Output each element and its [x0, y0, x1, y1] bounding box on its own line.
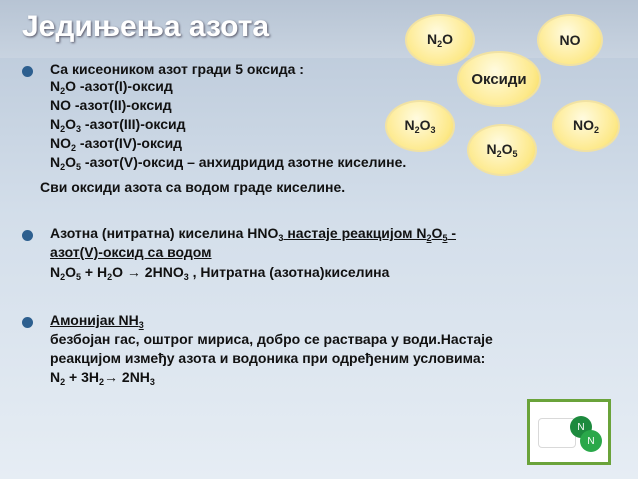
section1-line-n2o3: $N_2O_3$ -азот(III)-оксид [50, 116, 186, 134]
section2-line3: $N_2O_5 + H_2O \to 2HNO_3$ , Нитратна (азотна)киселина [50, 264, 390, 282]
section3-line3: реакцијом између азота и водоника при одређеним условима: [50, 350, 486, 366]
bullet-section2 [22, 230, 33, 241]
slide-title: Једињења азота [22, 10, 270, 43]
section3-line1: Амонијак $NH_3$ [50, 312, 144, 330]
section3-line2: безбојан гас, оштрог мириса, добро се раствара у води.Настаје [50, 331, 493, 347]
section3-line4: $N_2 + 3H_2\to 2NH_3$ [50, 369, 155, 387]
n2o-bubble [405, 14, 475, 66]
oxides-center-bubble [457, 51, 541, 107]
section2-line2: азот(V)-оксид са водом [50, 244, 212, 260]
bullet-section1 [22, 66, 33, 77]
no-bubble [537, 14, 603, 66]
bullet-section3 [22, 317, 33, 328]
n2o3-bubble [385, 100, 455, 152]
no2-bubble [552, 100, 620, 152]
section1-line-n2o5: $N_2O_5$ -азот(V)-оксид – анхидридид азотне киселине. [50, 154, 407, 172]
nitrogen-atom-icon: N [580, 430, 602, 452]
section1-heading: Са кисеоником азот гради 5 оксида : [50, 61, 304, 77]
n2o3-label: $N_2O_3$ [404, 117, 436, 135]
section1-line-no2: $NO_2$ -азот(IV)-оксид [50, 135, 183, 153]
n2o5-label: $N_2O_5$ [486, 141, 518, 159]
section1-line-no: NO -азот(II)-оксид [50, 97, 172, 113]
oxides-center-label: Оксиди [471, 70, 527, 88]
section1-summary: Сви оксиди азота са водом граде киселине. [40, 179, 346, 195]
section1-line-n2o: $N_2O$ -азот(I)-оксид [50, 78, 173, 96]
no2-label: $NO_2$ [572, 117, 599, 135]
n2o5-bubble [467, 124, 537, 176]
nitrogen-atom-icon: N [570, 416, 592, 438]
nitrogen-molecule-logo [527, 399, 611, 465]
no-label: NO [559, 32, 581, 48]
n2o-label: $N_2O$ [426, 31, 454, 49]
section2-line1: Азотна (нитратна) киселина $HNO_3$ настаје реакцијом $N_2O_5$ - [50, 225, 457, 243]
